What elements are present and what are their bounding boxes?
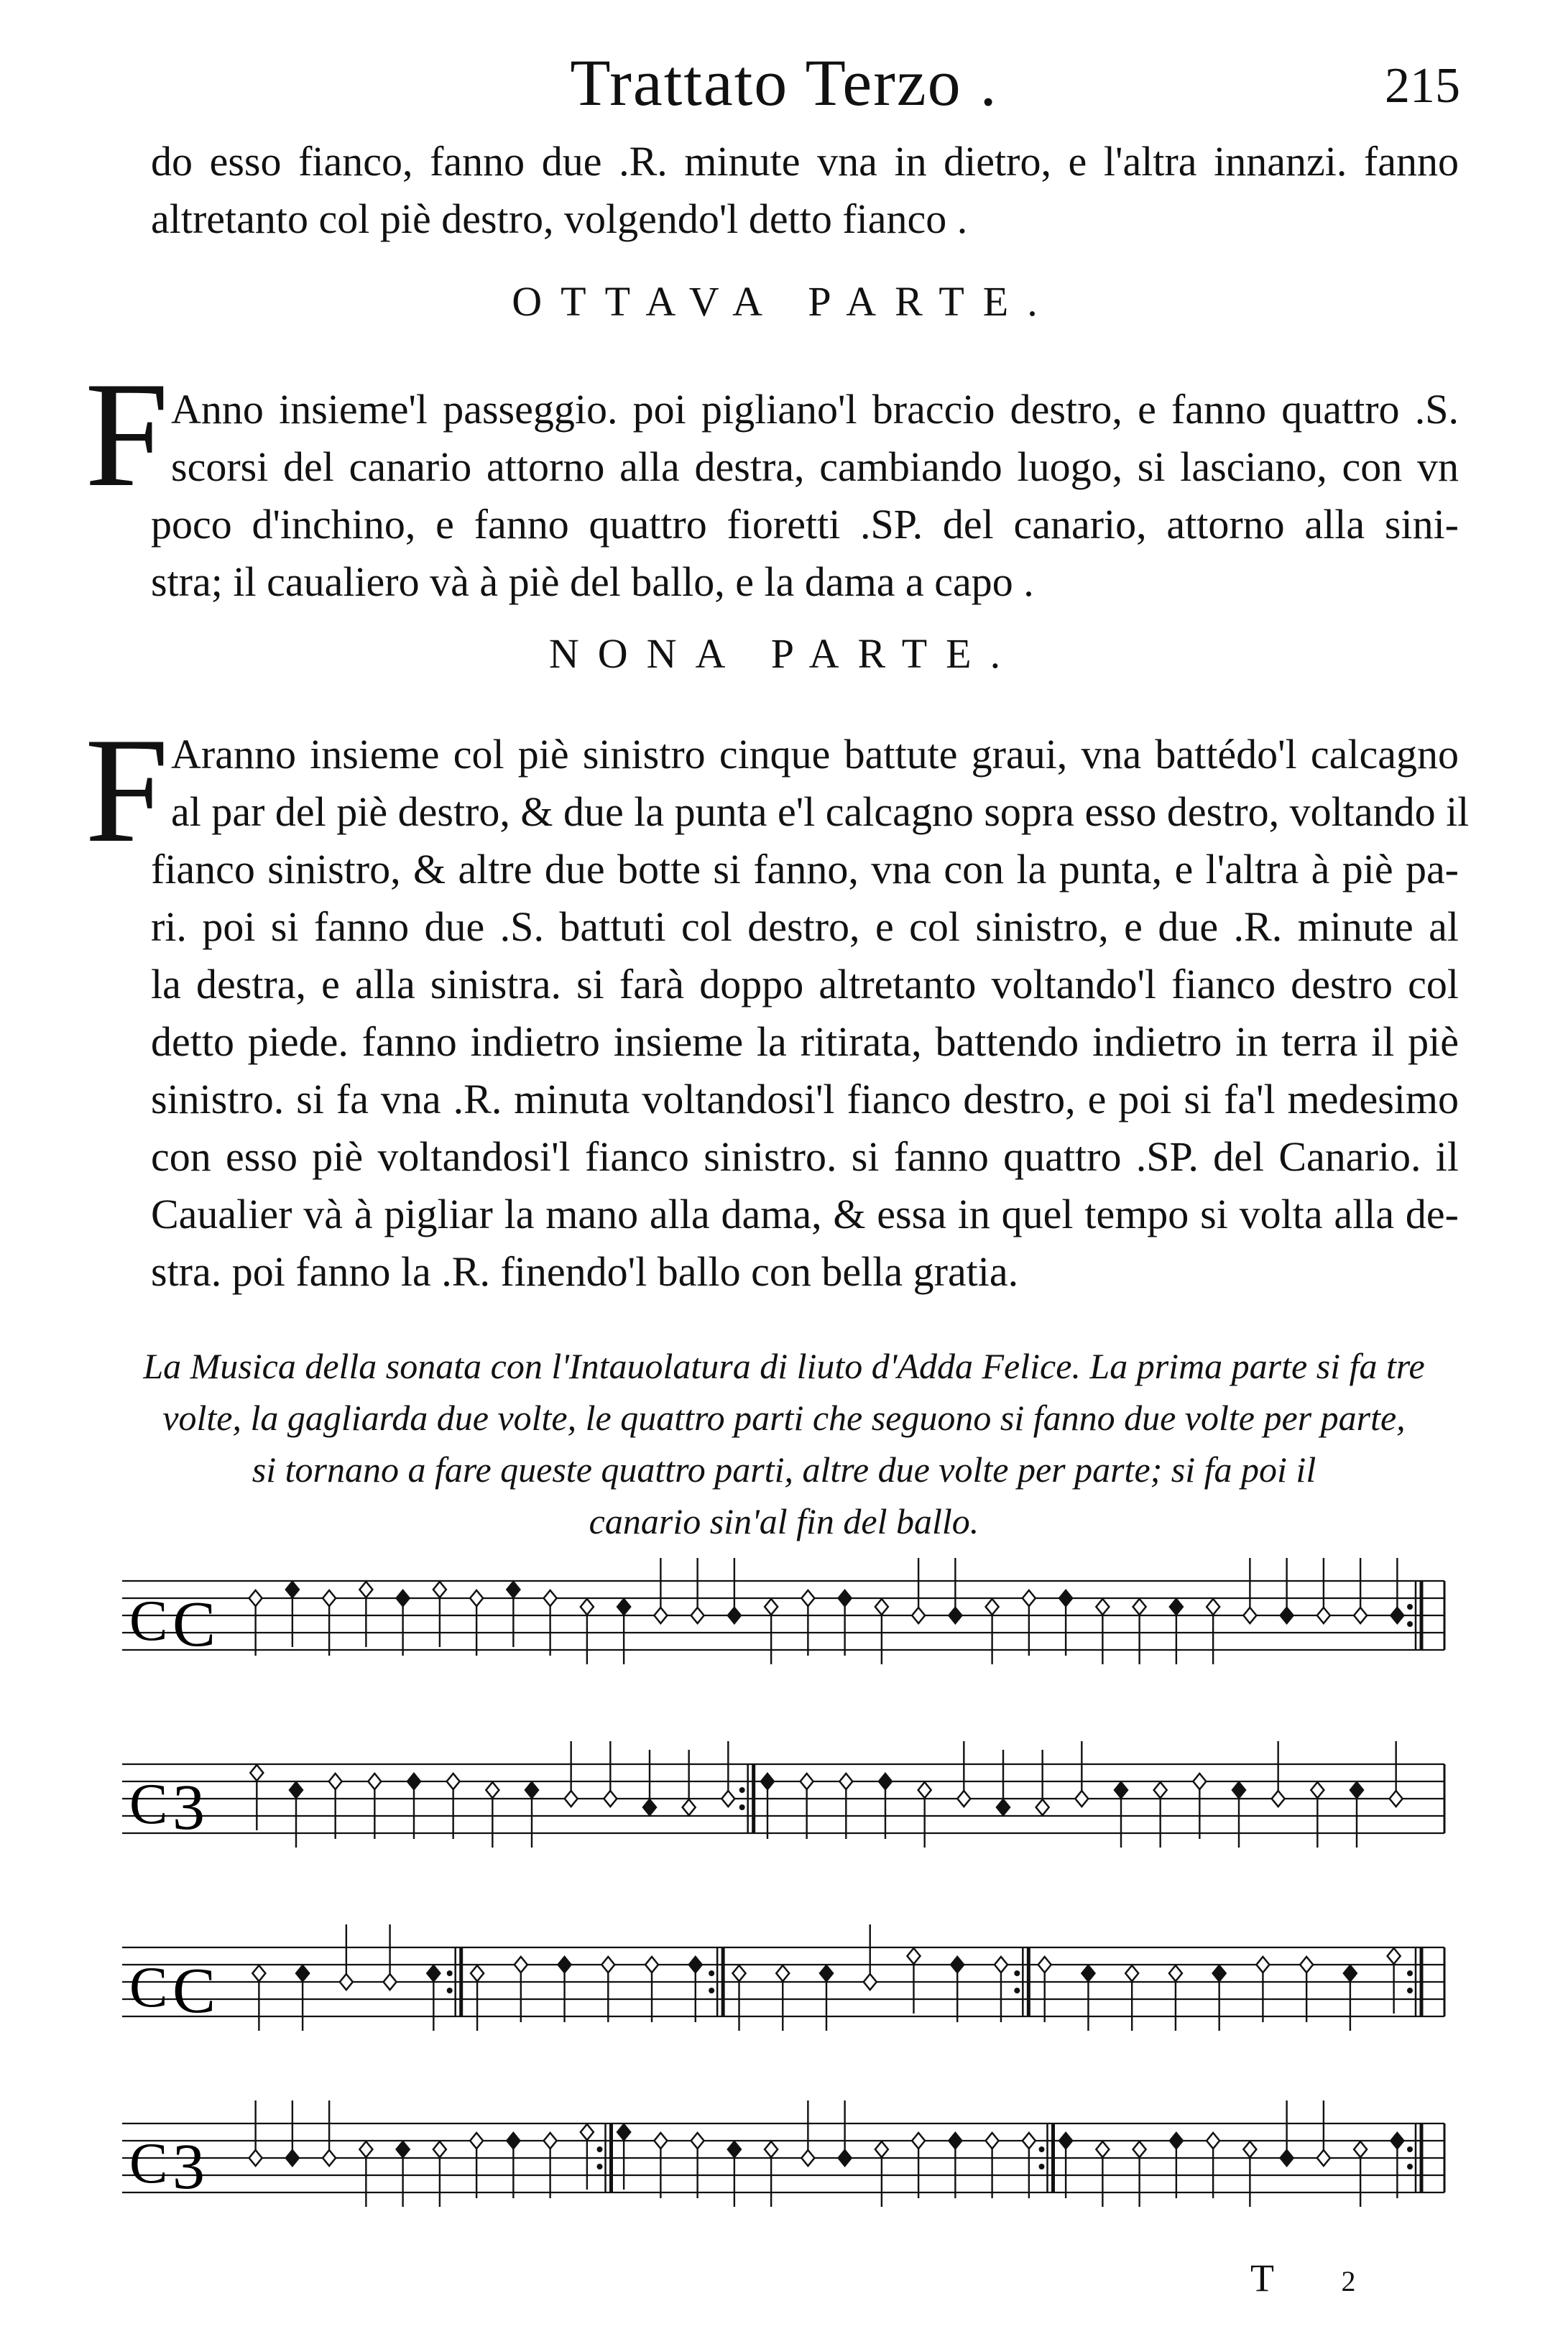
note-head [340, 1974, 353, 1990]
body-text-line: Caualier và à pigliar la mano alla dama, & essa in quel tempo si volta alla de- [151, 1191, 1459, 1237]
note-head [249, 1590, 262, 1606]
body-text-line: al par del piè destro, & due la punta e'l calcagno sopra esso destro, voltando il [171, 788, 1470, 835]
note-head [359, 1582, 372, 1597]
drop-cap: F [85, 707, 169, 874]
note-head [1125, 1965, 1138, 1981]
note-head [995, 1957, 1007, 1973]
note-head [1096, 2141, 1109, 2157]
repeat-dot [1407, 1604, 1413, 1610]
note-head [1170, 1599, 1183, 1615]
note-head [907, 1948, 920, 1964]
music-staff-2 [108, 1714, 1459, 1879]
note-head [864, 1974, 877, 1990]
body-text-line: Anno insieme'l passeggio. poi pigliano'l braccio destro, e fanno quattro .S. [171, 386, 1459, 433]
note-head [912, 1608, 925, 1623]
repeat-dot [739, 1787, 745, 1793]
staff-svg [108, 1897, 1459, 2062]
note-head [1096, 1599, 1109, 1615]
note-head [470, 1590, 483, 1606]
note-head [471, 1965, 484, 1981]
note-head [581, 1599, 594, 1615]
repeat-dot [1014, 1988, 1020, 1993]
repeat-dot [1407, 1621, 1413, 1627]
note-head [1256, 1957, 1269, 1973]
note-head [683, 1799, 696, 1815]
note-head [645, 1957, 658, 1973]
note-head [1281, 1608, 1293, 1623]
note-head [912, 2133, 925, 2149]
note-head [359, 2141, 372, 2157]
staff-svg [108, 1714, 1459, 1879]
note-head [801, 1774, 813, 1789]
note-head [1023, 2133, 1036, 2149]
note-head [558, 1957, 571, 1973]
note-head [544, 1590, 557, 1606]
repeat-dot [1407, 1988, 1413, 1993]
note-head [323, 1590, 336, 1606]
note-head [507, 2133, 520, 2149]
note-head [765, 1599, 778, 1615]
running-head [0, 43, 1568, 122]
note-head [617, 1599, 630, 1615]
note-head [1391, 2133, 1403, 2149]
music-caption-line: volte, la gagliarda due volte, le quattro parti che seguono si fanno due volte per parte, [162, 1398, 1406, 1438]
note-head [1059, 1590, 1072, 1606]
note-head [447, 1774, 460, 1789]
music-caption-line: canario sin'al fin del ballo. [589, 1501, 979, 1541]
time-signature: C [172, 1955, 216, 2026]
body-text-line: do esso fianco, fanno due .R. minute vna in dietro, e l'altra innanzi. fanno [151, 138, 1459, 185]
note-head [1388, 1948, 1401, 1964]
note-head [1082, 1965, 1094, 1981]
body-text-line: ri. poi si fanno due .S. battuti col destro, e col sinistro, e due .R. minute al [151, 903, 1459, 950]
body-text-line: con esso piè voltandosi'l fianco sinistro. si fanno quattro .SP. del Canario. il [151, 1133, 1459, 1180]
note-head [1243, 1608, 1256, 1623]
note-head [507, 1582, 520, 1597]
note-head [250, 1765, 263, 1781]
note-head [879, 1774, 892, 1789]
repeat-dot [1014, 1970, 1020, 1976]
body-text-line: fianco sinistro, & altre due botte si fanno, vna con la punta, e l'altra à piè pa- [151, 846, 1459, 893]
repeat-dot [739, 1804, 745, 1810]
note-head [1281, 2150, 1293, 2166]
body-text-line: scorsi del canario attorno alla destra, cambiando luogo, si lasciano, con vn [171, 443, 1459, 490]
note-head [986, 2133, 999, 2149]
note-head [957, 1791, 970, 1807]
repeat-dot [709, 1988, 714, 1993]
page-number: 215 [1385, 58, 1460, 114]
note-head [820, 1965, 833, 1981]
note-head [486, 1782, 499, 1798]
note-head [1038, 1957, 1051, 1973]
body-text-line: stra. poi fanno la .R. finendo'l ballo con bella gratia. [151, 1248, 1019, 1295]
repeat-dot [1039, 2164, 1045, 2169]
note-head [252, 1965, 265, 1981]
drop-cap: F [85, 351, 169, 518]
note-head [1344, 1965, 1357, 1981]
note-head [728, 2141, 741, 2157]
clef-mark: C [129, 1956, 168, 2019]
note-head [329, 1774, 342, 1789]
note-head [604, 1791, 617, 1807]
clef-mark: C [129, 1773, 168, 1836]
note-head [397, 2141, 410, 2157]
repeat-dot [447, 1988, 453, 1993]
note-head [875, 1599, 888, 1615]
note-head [1207, 1599, 1219, 1615]
time-signature: 3 [172, 1772, 205, 1843]
repeat-dot [1407, 2164, 1413, 2169]
body-text-line: poco d'inchino, e fanno quattro fioretti .SP. del canario, attorno alla sini- [151, 501, 1459, 548]
note-head [249, 2150, 262, 2166]
note-head [918, 1782, 931, 1798]
repeat-dot [709, 1970, 714, 1976]
signature-mark: T [1250, 2256, 1274, 2300]
note-head [839, 1774, 852, 1789]
note-head [296, 1965, 309, 1981]
music-caption-line: La Musica della sonata con l'Intauolatura di liuto d'Adda Felice. La prima parte si fa tre [143, 1346, 1425, 1386]
note-head [986, 1599, 999, 1615]
body-text-line: altretanto col piè destro, volgendo'l detto fianco . [151, 195, 968, 242]
running-title: Trattato Terzo . [570, 46, 998, 119]
note-head [433, 2141, 446, 2157]
repeat-dot [597, 2146, 603, 2152]
note-head [654, 2133, 667, 2149]
note-head [515, 1957, 527, 1973]
note-head [997, 1799, 1010, 1815]
note-head [1207, 2133, 1219, 2149]
music-caption-line: si tornano a fare queste quattro parti, altre due volte per parte; si fa poi il [252, 1449, 1316, 1490]
note-head [1133, 1599, 1146, 1615]
note-head [733, 1965, 746, 1981]
note-head [1154, 1782, 1167, 1798]
body-text-line: la destra, e alla sinistra. si farà doppo altretanto voltando'l fianco destro col [151, 961, 1459, 1007]
note-head [1115, 1782, 1127, 1798]
note-head [470, 2133, 483, 2149]
note-head [565, 1791, 578, 1807]
repeat-dot [597, 2164, 603, 2169]
note-head [728, 1608, 741, 1623]
note-head [290, 1782, 303, 1798]
note-head [1300, 1957, 1313, 1973]
note-head [1133, 2141, 1146, 2157]
note-head [544, 2133, 557, 2149]
note-head [801, 1590, 814, 1606]
note-head [839, 1590, 852, 1606]
note-head [1311, 1782, 1324, 1798]
note-head [1350, 1782, 1363, 1798]
music-staff-3 [108, 1897, 1459, 2062]
note-head [368, 1774, 381, 1789]
note-head [765, 2141, 778, 2157]
section-heading: OTTAVA PARTE. [512, 278, 1056, 325]
note-head [384, 1974, 397, 1990]
note-head [1317, 2150, 1330, 2166]
note-head [433, 1582, 446, 1597]
note-head [427, 1965, 440, 1981]
note-head [643, 1799, 656, 1815]
section-heading: NONA PARTE. [548, 630, 1020, 677]
note-head [286, 1582, 299, 1597]
note-head [1391, 1608, 1403, 1623]
printer-signature [1250, 2253, 1356, 2307]
note-head [1272, 1791, 1285, 1807]
note-head [949, 1608, 961, 1623]
signature-number: 2 [1341, 2265, 1356, 2297]
repeat-dot [1039, 2146, 1045, 2152]
body-text-line: detto piede. fanno indietro insieme la ritirata, battendo indietro in terra il piè [151, 1018, 1459, 1065]
note-head [1354, 2141, 1367, 2157]
note-head [689, 1957, 702, 1973]
repeat-dot [1407, 1970, 1413, 1976]
note-head [1232, 1782, 1245, 1798]
time-signature: C [172, 1589, 216, 1660]
note-head [617, 2124, 630, 2140]
music-staff-4 [108, 2073, 1459, 2238]
note-head [323, 2150, 336, 2166]
staff-svg [108, 1531, 1459, 1696]
note-head [761, 1774, 774, 1789]
note-head [286, 2150, 299, 2166]
note-head [875, 2141, 888, 2157]
note-head [776, 1965, 789, 1981]
note-head [949, 2133, 961, 2149]
note-head [691, 1608, 704, 1623]
repeat-dot [447, 1970, 453, 1976]
note-head [1170, 2133, 1183, 2149]
clef-mark: C [129, 2132, 168, 2195]
note-head [397, 1590, 410, 1606]
note-head [951, 1957, 964, 1973]
staff-svg [108, 2073, 1459, 2238]
body-text-line: stra; il caualiero và à piè del ballo, e la dama a capo . [151, 558, 1034, 605]
note-head [1075, 1791, 1088, 1807]
note-head [525, 1782, 538, 1798]
note-head [1059, 2133, 1072, 2149]
note-head [1169, 1965, 1182, 1981]
note-head [581, 2124, 594, 2140]
body-text-line: Aranno insieme col piè sinistro cinque battute graui, vna battédo'l calcagno [171, 731, 1459, 778]
note-head [1317, 1608, 1330, 1623]
note-head [1023, 1590, 1036, 1606]
time-signature: 3 [172, 2131, 205, 2203]
clef-mark: C [129, 1590, 168, 1653]
note-head [721, 1791, 734, 1807]
note-head [1036, 1799, 1049, 1815]
note-head [1354, 1608, 1367, 1623]
note-head [601, 1957, 614, 1973]
note-head [691, 2133, 704, 2149]
note-head [1213, 1965, 1226, 1981]
note-head [1193, 1774, 1206, 1789]
note-head [1390, 1791, 1403, 1807]
note-head [839, 2150, 852, 2166]
note-head [1243, 2141, 1256, 2157]
note-head [801, 2150, 814, 2166]
note-head [654, 1608, 667, 1623]
music-staff-1 [108, 1531, 1459, 1696]
repeat-dot [1407, 2146, 1413, 2152]
note-head [407, 1774, 420, 1789]
body-text-line: sinistro. si fa vna .R. minuta voltandosi'l fianco destro, e poi si fa'l medesimo [151, 1076, 1459, 1122]
